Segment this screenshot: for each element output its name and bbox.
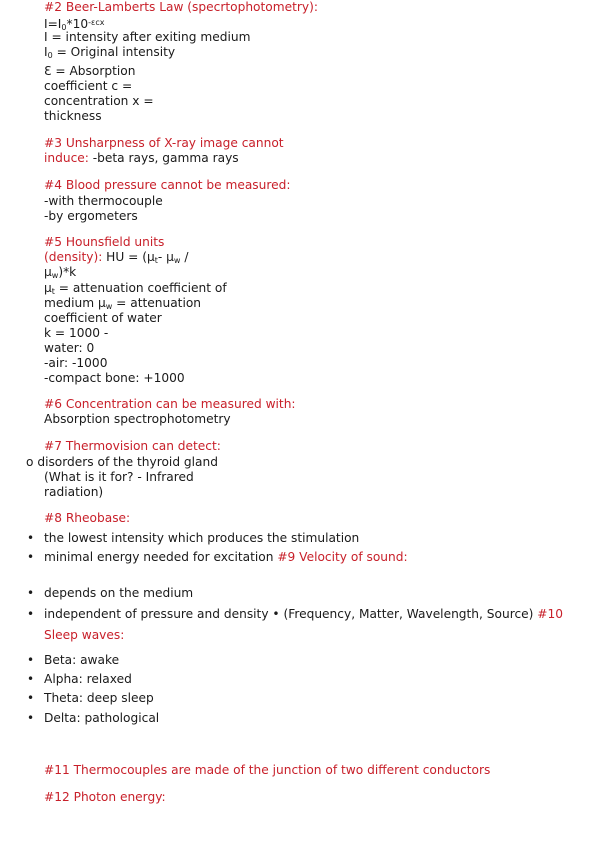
s8-bullet-2 bbox=[44, 550, 408, 565]
s5-line-5: coefficient of water bbox=[44, 311, 162, 325]
s5-line-3-a: μ bbox=[44, 281, 52, 295]
section-2-title: #2 Beer-Lamberts Law (specrtophotometry): bbox=[44, 0, 318, 14]
bullet-icon: • bbox=[27, 672, 35, 686]
s2-line-3: Ɛ = Absorption bbox=[44, 64, 136, 78]
s5-line-4-b: = attenuation bbox=[112, 296, 202, 310]
section-11-title: #11 Thermocouples are made of the junction of two different conductors bbox=[44, 763, 491, 777]
s5-line-2-b: )*k bbox=[58, 265, 77, 279]
section-9-title: #9 Velocity of sound: bbox=[277, 550, 408, 564]
s5-line-6: k = 1000 - bbox=[44, 326, 109, 340]
s4-line-2: -by ergometers bbox=[44, 209, 138, 223]
section-6-title: #6 Concentration can be measured with: bbox=[44, 397, 296, 411]
formula-exponent: -εcx bbox=[88, 18, 105, 27]
formula-mid: *10 bbox=[66, 17, 89, 31]
s2-line-2-sub: 0 bbox=[47, 51, 53, 60]
bullet-icon: • bbox=[27, 531, 35, 545]
s5-line-1-mid: - μ bbox=[157, 250, 174, 264]
s3-line-1-black: -beta rays, gamma rays bbox=[88, 151, 239, 165]
s7-line-3: radiation) bbox=[44, 485, 104, 499]
s9-bullet-2 bbox=[44, 607, 563, 622]
bullet-icon: • bbox=[27, 586, 35, 600]
s3-line-1 bbox=[44, 151, 239, 166]
section-10-title: Sleep waves: bbox=[44, 628, 125, 642]
s3-line-1-red: induce: bbox=[44, 151, 89, 165]
s8-bullet-2-text: minimal energy needed for excitation bbox=[44, 550, 278, 564]
s2-line-4: coefficient c = bbox=[44, 79, 133, 93]
s5-line-4-sub: w bbox=[105, 302, 113, 311]
s2-line-5: concentration x = bbox=[44, 94, 154, 108]
s5-line-7: water: 0 bbox=[44, 341, 95, 355]
s7-line-1: o disorders of the thyroid gland bbox=[26, 455, 218, 469]
s5-line-1-end: / bbox=[180, 250, 189, 264]
bullet-icon: • bbox=[27, 607, 35, 621]
s5-line-2-sub: w bbox=[51, 271, 59, 280]
s5-line-1-sub-w: w bbox=[173, 256, 181, 265]
section-3-title: #3 Unsharpness of X-ray image cannot bbox=[44, 136, 284, 150]
s5-line-4-a: medium μ bbox=[44, 296, 106, 310]
section-7-title: #7 Thermovision can detect: bbox=[44, 439, 221, 453]
section-8-title: #8 Rheobase: bbox=[44, 511, 131, 525]
s5-line-9: -compact bone: +1000 bbox=[44, 371, 185, 385]
bullet-icon: • bbox=[27, 711, 35, 725]
s5-line-1-red: (density): bbox=[44, 250, 103, 264]
s2-line-1: I = intensity after exiting medium bbox=[44, 30, 251, 44]
s2-line-2 bbox=[44, 45, 175, 63]
formula-main: I=I bbox=[44, 17, 62, 31]
s5-line-8: -air: -1000 bbox=[44, 356, 108, 370]
bullet-icon: • bbox=[27, 653, 35, 667]
section-12-title: #12 Photon energy: bbox=[44, 790, 166, 804]
s5-line-3-sub: t bbox=[51, 287, 55, 296]
s8-bullet-1: the lowest intensity which produces the stimulation bbox=[44, 531, 360, 545]
section-10-number: #10 bbox=[537, 607, 564, 621]
s5-line-3-b: = attenuation coefficient of bbox=[54, 281, 227, 295]
s2-line-6: thickness bbox=[44, 109, 102, 123]
s10-bullet-3: Theta: deep sleep bbox=[44, 691, 154, 705]
section-5-title: #5 Hounsfield units bbox=[44, 235, 165, 249]
s9-bullet-1: depends on the medium bbox=[44, 586, 194, 600]
s9-bullet-2-text: independent of pressure and density • (Frequency, Matter, Wavelength, Source) bbox=[44, 607, 538, 621]
s2-line-2-a: I bbox=[44, 45, 48, 59]
s10-bullet-1: Beta: awake bbox=[44, 653, 120, 667]
s4-line-1: -with thermocouple bbox=[44, 194, 163, 208]
s10-bullet-4: Delta: pathological bbox=[44, 711, 160, 725]
section-4-title: #4 Blood pressure cannot be measured: bbox=[44, 178, 291, 192]
bullet-icon: • bbox=[27, 550, 35, 564]
formula-sub: 0 bbox=[61, 23, 67, 32]
s5-line-2-a: μ bbox=[44, 265, 52, 279]
s7-line-2: (What is it for? - Infrared bbox=[44, 470, 194, 484]
s5-line-1-sub-t: t bbox=[154, 256, 158, 265]
s6-line-1: Absorption spectrophotometry bbox=[44, 412, 231, 426]
s2-line-2-b: = Original intensity bbox=[52, 45, 176, 59]
s5-line-1-a: HU = (μ bbox=[102, 250, 155, 264]
s10-bullet-2: Alpha: relaxed bbox=[44, 672, 132, 686]
bullet-icon: • bbox=[27, 691, 35, 705]
